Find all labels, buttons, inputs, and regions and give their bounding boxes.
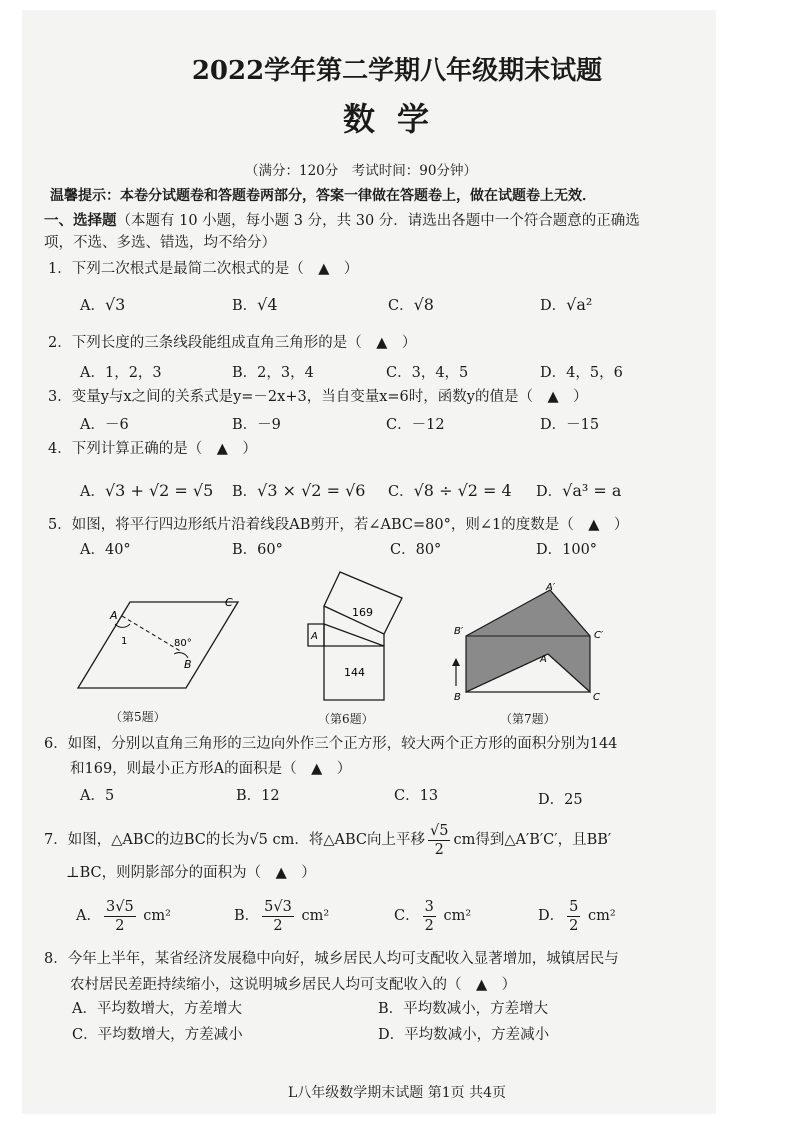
section-desc-line2: 项，不选、多选、错选，均不给分） [44,235,276,251]
q8-option-b: B．平均数减小，方差增大 [378,1001,549,1017]
q5-option-c: C．80° [390,542,442,558]
fig7-label-c-prime: C′ [594,630,604,641]
fig6-caption: （第6题） [318,712,374,726]
fig7-label-b-prime: B′ [454,626,464,637]
q6-option-b: B．12 [236,788,280,804]
q5-option-d: D．100° [536,542,598,558]
q2-stem: 2．下列长度的三条线段能组成直角三角形的是（ ▲ ） [48,335,417,351]
exam-title: 2022学年第二学期八年级期末试题 [191,56,603,86]
section-desc-line1: （本题有 10 小题，每小题 3 分，共 30 分．请选出各题中一个符合题意的正确选 [116,213,640,229]
figure-5-parallelogram [70,588,250,698]
notice: 温馨提示：本卷分试题卷和答题卷两部分，答案一律做在答题卷上，做在试题卷上无效． [50,188,596,204]
q7-option-c: C． $\frac{3}{2}$ cm² [394,898,472,934]
q7-stem-line1: 7．如图，△ABC的边BC的长为√5 cm．将△ABC向上平移 $\frac{√5}{2}$ cm得到△A′B′C′，且BB′ [44,822,612,858]
q7-option-b: B． $\frac{5√3}{2}$ cm² [234,898,330,934]
fig7-label-a: A [540,654,547,665]
section-heading-row [44,212,640,230]
q8-stem-line2: 农村居民差距持续缩小，这说明城乡居民人均可支配收入的（ ▲ ） [70,977,517,993]
fig6-label-144: 144 [344,666,365,679]
q5-option-a: A．40° [80,542,131,558]
q6-option-d: D．25 [538,792,583,808]
q1-option-d: D．√a² [540,295,593,314]
q4-option-a: A．√3 + √2 = √5 [80,481,214,500]
section-heading: 一、选择题 [44,212,117,229]
fig5-label-80: 80° [174,638,192,649]
fig7-caption: （第7题） [500,712,556,726]
q3-stem: 3．变量y与x之间的关系式是y=－2x+3，当自变量x=6时，函数y的值是（ ▲ ） [48,389,588,405]
q4-option-d: D．√a³ = a [536,481,622,500]
q2-option-c: C．3，4，5 [386,365,469,381]
q6-stem-line2: 和169，则最小正方形A的面积是（ ▲ ） [70,761,352,777]
subject-title: 数学 [342,100,451,138]
fig5-label-a: A [110,609,118,622]
fig7-label-a-prime: A′ [546,582,556,593]
q8-option-c: C．平均数增大，方差减小 [72,1027,243,1043]
q7-option-a: A． $\frac{3√5}{2}$ cm² [76,898,171,934]
fig5-caption: （第5题） [110,710,166,724]
q1-stem: 1．下列二次根式是最简二次根式的是（ ▲ ） [48,261,359,277]
fig6-label-a: A [311,631,318,642]
q1-option-b: B．√4 [232,295,278,314]
q6-stem-line1: 6．如图，分别以直角三角形的三边向外作三个正方形，较大两个正方形的面积分别为144 [44,736,618,752]
q7-fraction: $\frac{√5}{2}$ [429,822,449,858]
q4-option-c: C．√8 ÷ √2 = 4 [388,481,512,500]
q2-option-a: A．1，2，3 [80,365,162,381]
page-footer: L八年级数学期末试题 第1页 共4页 [287,1085,506,1101]
q7-option-d: D． $\frac{5}{2}$ cm² [538,898,616,934]
q8-option-a: A．平均数增大，方差增大 [72,1001,242,1017]
q3-option-b: B．－9 [232,417,281,433]
q3-option-c: C．－12 [386,417,445,433]
fig5-label-c: C [225,596,233,609]
figure-7-translation [448,580,618,706]
q5-stem: 5．如图，将平行四边形纸片沿着线段AB剪开，若∠ABC=80°，则∠1的度数是（ ▲ ） [48,517,629,533]
fig6-label-169: 169 [352,606,373,619]
q2-option-d: D．4，5，6 [540,365,623,381]
fig5-label-1: 1 [121,636,128,647]
figure-6-squares [300,566,410,704]
q5-option-b: B．60° [232,542,283,558]
q4-stem: 4．下列计算正确的是（ ▲ ） [48,441,257,457]
q6-option-a: A．5 [80,788,115,804]
q1-option-c: C．√8 [388,295,434,314]
exam-info: （满分：120分 考试时间：90分钟） [245,163,477,179]
q7-stem-line2: ⊥BC，则阴影部分的面积为（ ▲ ） [66,865,316,881]
fig7-label-c: C [593,692,600,703]
q4-option-b: B．√3 × √2 = √6 [232,481,366,500]
q8-stem-line1: 8．今年上半年，某省经济发展稳中向好，城乡居民人均可支配收入显著增加，城镇居民与 [44,951,619,967]
q1-option-a: A．√3 [80,295,126,314]
q3-option-d: D．－15 [540,417,600,433]
q3-option-a: A．－6 [80,417,129,433]
q8-option-d: D．平均数减小，方差减小 [378,1027,550,1043]
q2-option-b: B．2，3，4 [232,365,314,381]
q6-option-c: C．13 [394,788,439,804]
fig7-label-b: B [454,692,461,703]
fig5-label-b: B [184,658,192,671]
